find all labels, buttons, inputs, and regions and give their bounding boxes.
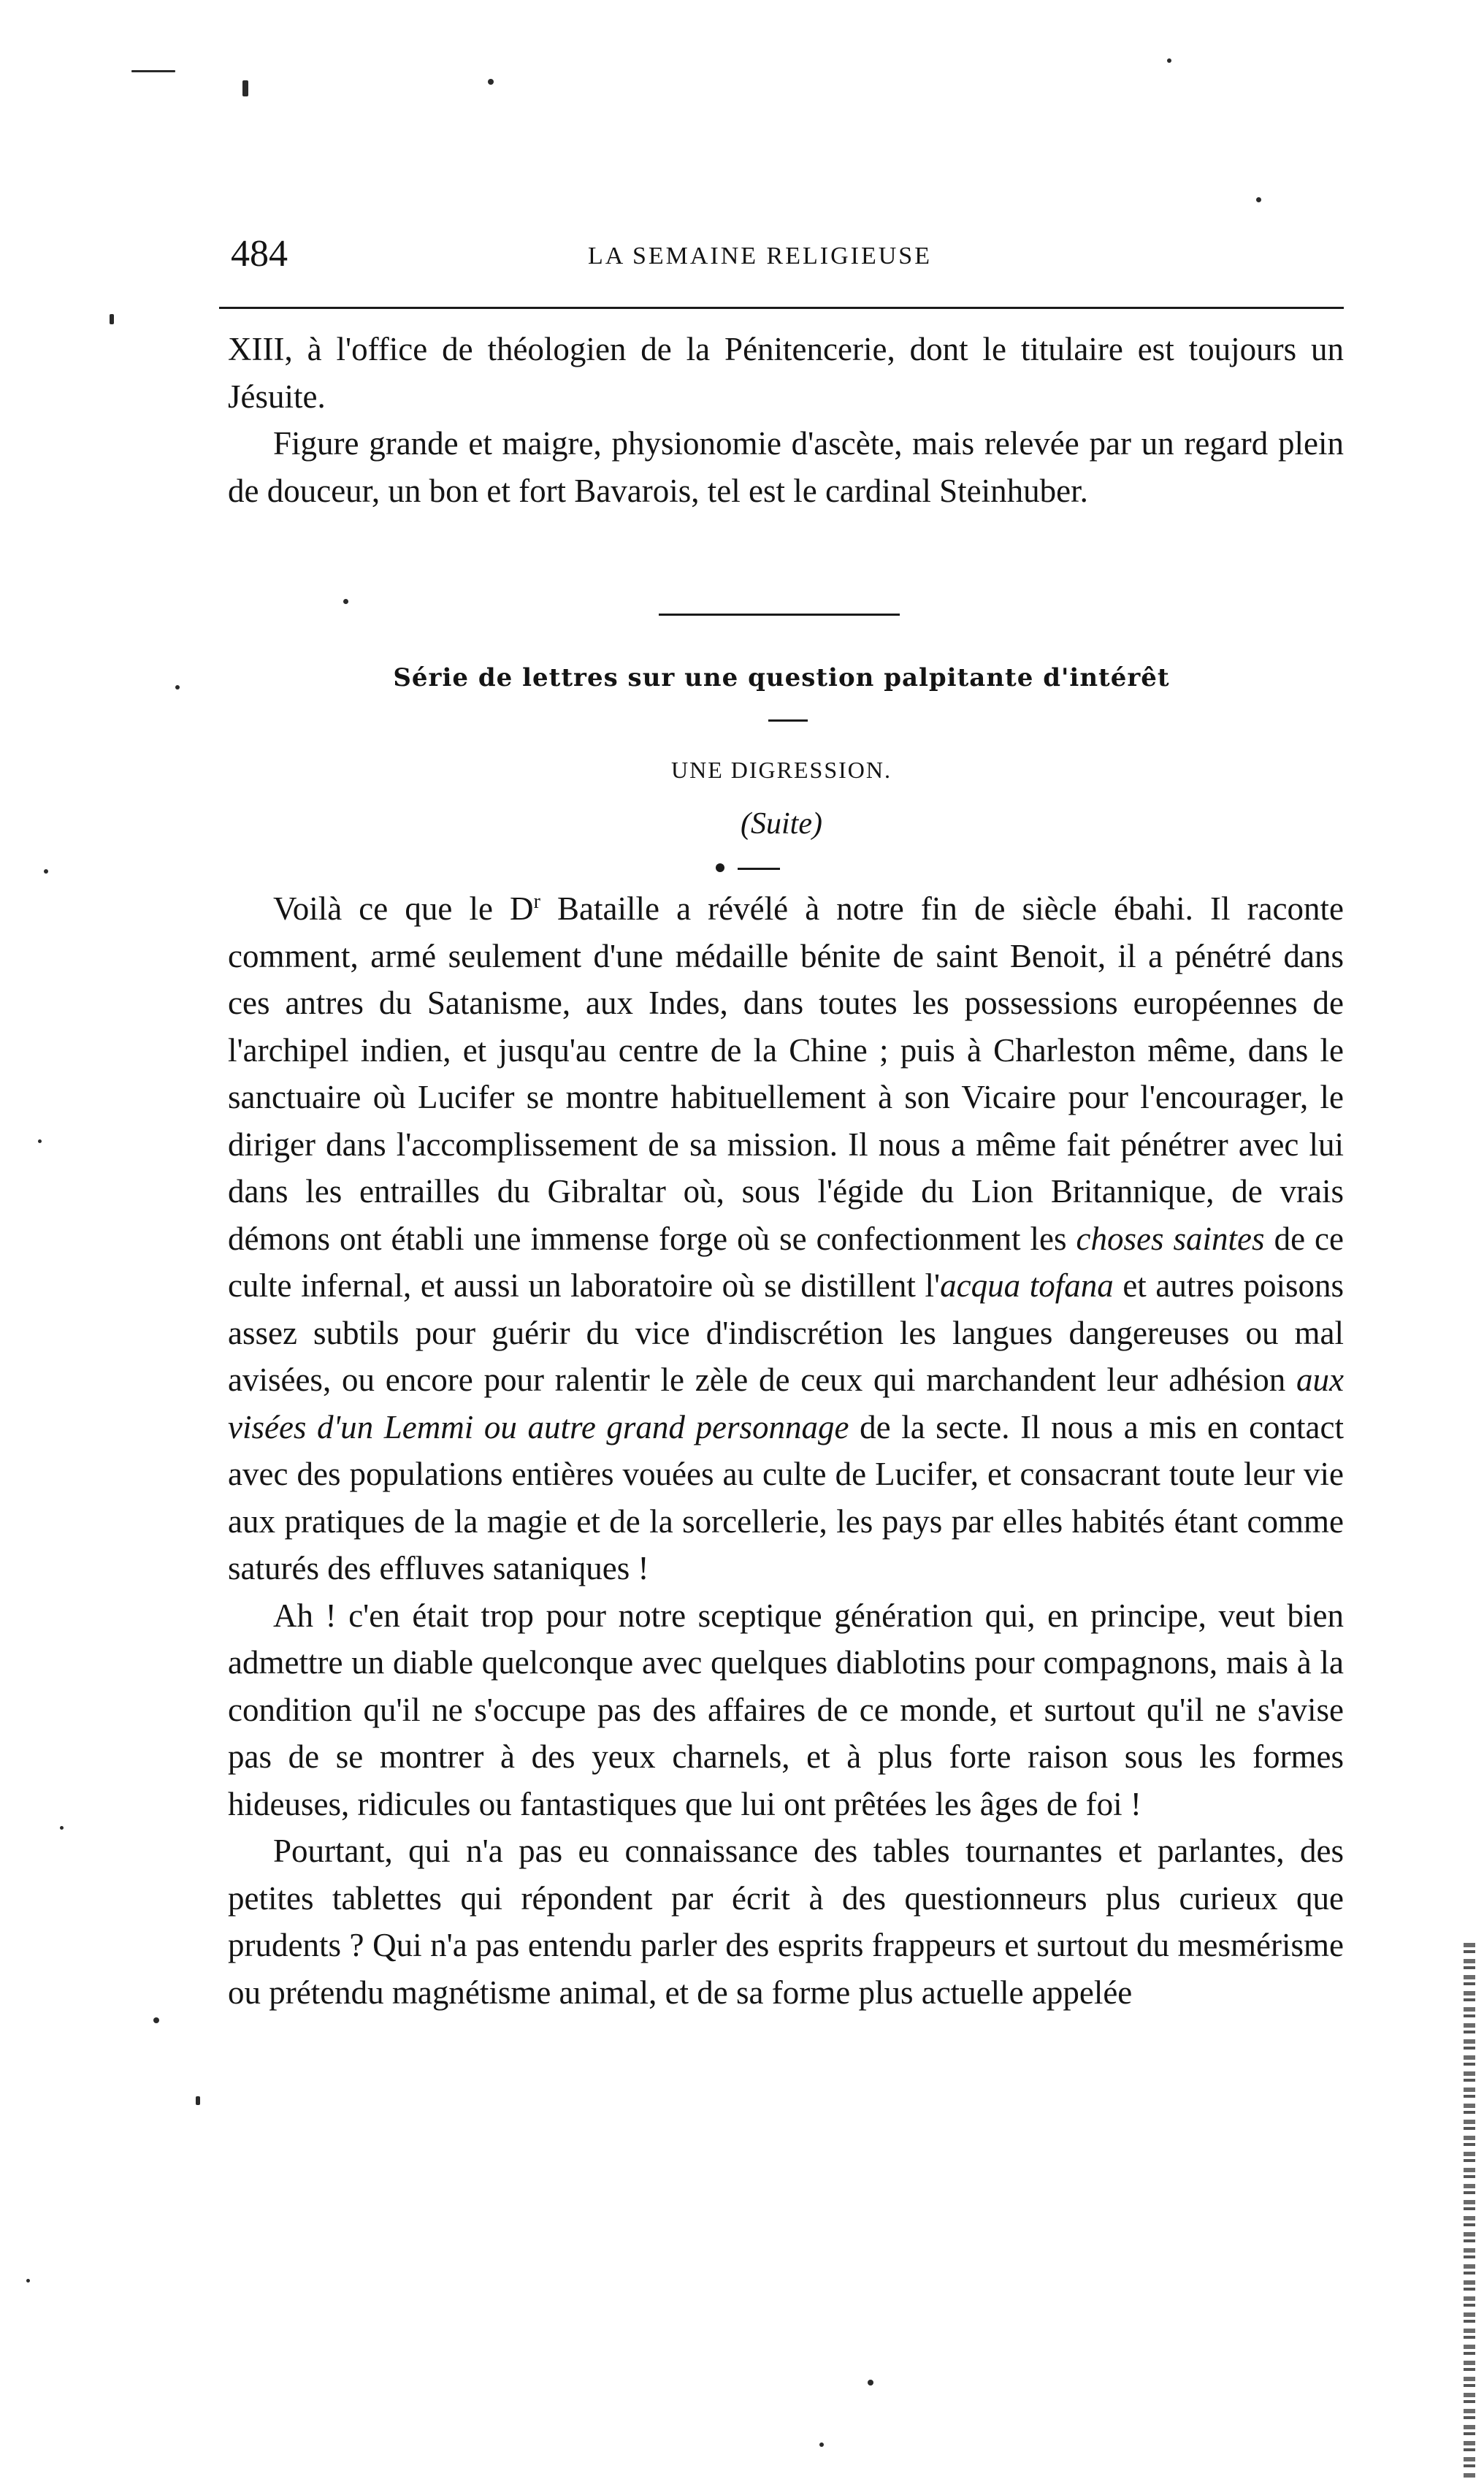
p1-italic-2: acqua tofana [940,1267,1114,1304]
scan-speck [26,2279,30,2283]
scan-speck [819,2442,824,2447]
section-title: Série de lettres sur une question palpitante d'intérêt [393,663,1170,692]
scan-speck [175,685,180,690]
scan-speck [153,2017,159,2023]
p1-text-b: Bataille a révélé à notre fin de siècle ébahi. Il raconte comment, armé seulement d'une médaille bénite de saint Benoit, il a pénétré dans ces antres du Satanisme, aux Indes, dans toutes les possessions européennes de l'archipel indien, et jusqu'au centre de la Chine ; puis à Charleston même, dans le sanctuaire où Lucifer se montre habituellement à son Vicaire pour l'encourager, le diriger dans l'accomplissement de sa mission. Il nous a même fait pénétrer avec lui dans les entrailles du Gibraltar où, sous l'égide du Lion Britannique, de vrais démons ont établi une immense forge où se confectionment les [228,890,1344,1257]
p1-italic-3: aux visées d'un Lemmi ou autre grand personnage [228,1361,1344,1445]
intro-text [228,326,1344,514]
page-header [219,232,1344,276]
subsection-title: UNE DIGRESSION. [671,757,892,783]
scan-speck [110,314,114,324]
main-text [228,885,1344,2016]
p1-text-e: de la secte. Il nous a mis en contact avec des populations entières vouées au culte de Lucifer, et consacrant toute leur vie aux pratiques de la magie et de la sorcellerie, les pays par elles habités étant comme saturés des effluves sataniques ! [228,1408,1344,1586]
scan-speck [38,1139,42,1143]
title-dash [768,719,808,722]
p1-text-a: Voilà ce que le D [273,890,534,927]
scan-speck [343,599,348,604]
scan-speck [868,2380,873,2386]
p1-italic-1: choses saintes [1076,1220,1265,1257]
main-paragraph-2: Ah ! c'en était trop pour notre sceptique génération qui, en principe, veut bien admettre un diable quelconque avec quelques diablotins pour compagnons, mais à la condition qu'il ne s'occupe pas des affaires de ce monde, et surtout qu'il ne s'avise pas de se montrer à des yeux charnels, et à plus forte raison sous les formes hideuses, ridicules ou fantastiques que lui ont prêtées les âges de foi ! [228,1597,1344,1822]
ornament-dot-dash [713,856,800,878]
scan-speck [196,2096,200,2105]
scan-speck [44,869,48,874]
scan-speck [488,79,494,85]
p1-text-c: de ce culte infernal, et aussi un laboratoire où se distillent l' [228,1220,1345,1304]
ornament-dot [716,863,724,872]
page-number: 484 [231,233,288,275]
intro-paragraph-1: XIII, à l'office de théologien de la Pénitencerie, dont le titulaire est toujours un Jésuite. [228,331,1344,415]
scan-speck [242,80,248,96]
p1-superscript: r [533,890,540,913]
intro-paragraph-2: Figure grande et maigre, physionomie d'ascète, mais relevée par un regard plein de douceur, un bon et fort Bavarois, tel est le cardinal Steinhuber. [228,425,1344,509]
scan-speck [60,1826,64,1830]
p1-text-d: et autres poisons assez subtils pour guérir du vice d'indiscrétion les langues dangereuses ou mal avisées, ou encore pour ralentir le zèle de ceux qui marchandent leur adhésion [228,1267,1344,1398]
scan-edge-artifact [1464,1943,1475,2479]
main-paragraph-1 [228,885,1344,1592]
running-title: LA SEMAINE RELIGIEUSE [588,242,932,270]
scan-speck [1167,58,1171,63]
section-separator-rule [659,614,900,616]
ornament-dash [738,868,780,870]
header-rule [219,307,1344,309]
continued-label: (Suite) [741,807,822,841]
main-paragraph-3: Pourtant, qui n'a pas eu connaissance des tables tournantes et parlantes, des petites tablettes qui répondent par écrit à des questionneurs plus curieux que prudents ? Qui n'a pas entendu parler des esprits frappeurs et surtout du mesmérisme ou prétendu magnétisme animal, et de sa forme plus actuelle appelée [228,1833,1344,2011]
scan-speck [131,70,175,72]
scan-speck [1256,197,1261,202]
